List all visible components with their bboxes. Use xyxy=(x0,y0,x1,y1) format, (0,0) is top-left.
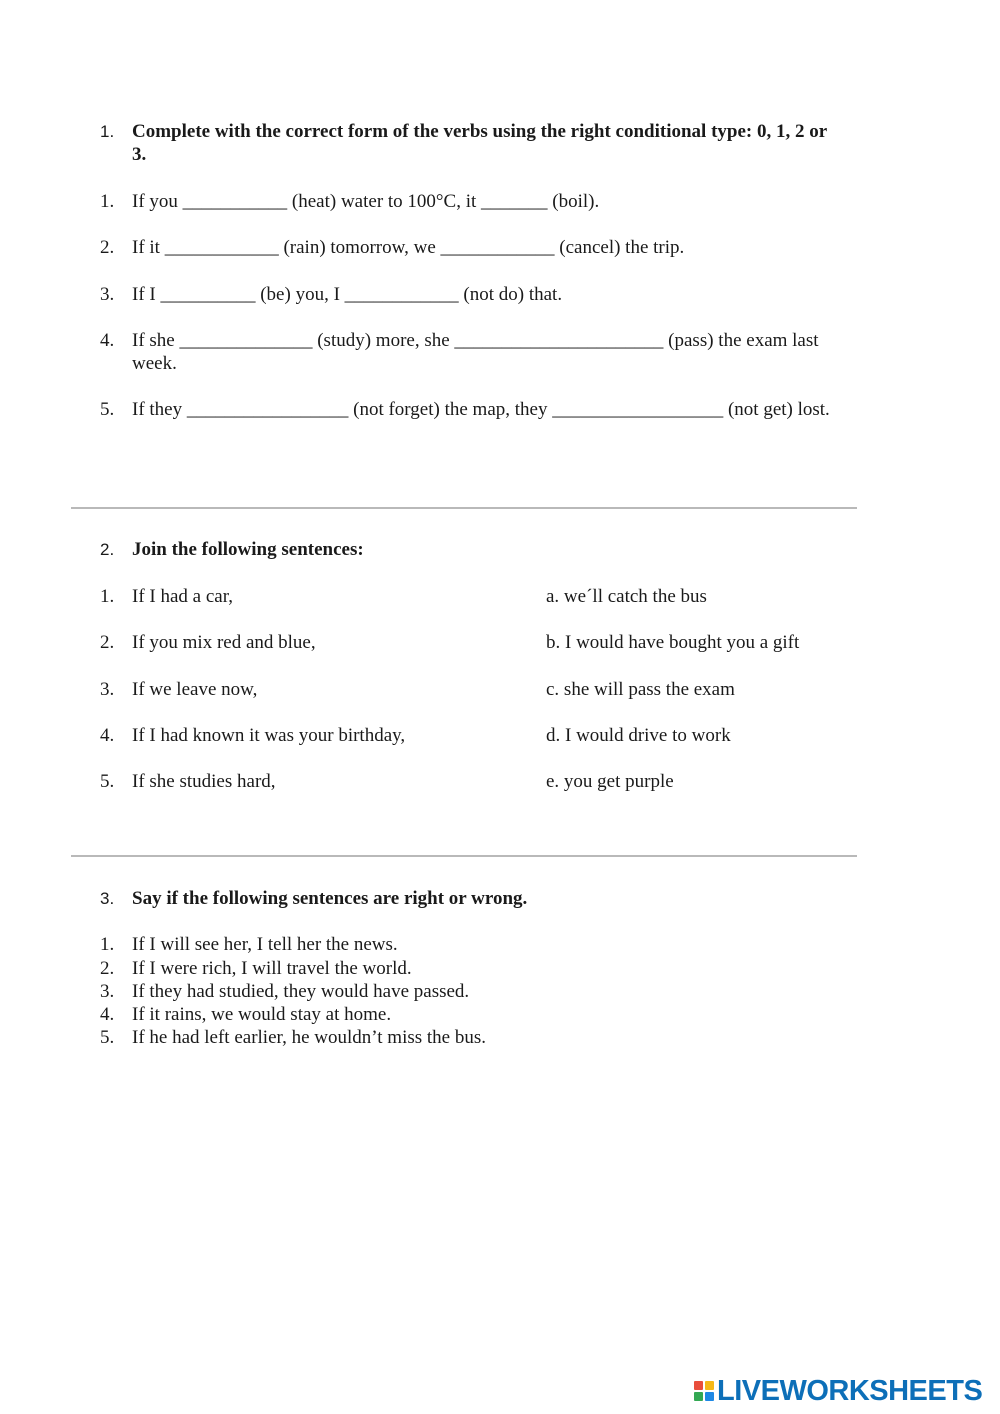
section-1-title: Complete with the correct form of the verbs using the right conditional type: 0, 1, 2 or 3. xyxy=(132,121,827,165)
item-text: If I had a car, xyxy=(132,586,234,607)
item-number: 4. xyxy=(100,725,115,746)
item-number: 3. xyxy=(100,284,115,305)
section-divider xyxy=(71,507,857,509)
item-text: If she ______________ (study) more, she ______________________ (pass) the exam last week. xyxy=(132,330,819,374)
item-number: 4. xyxy=(100,330,115,351)
match-right-item: d. I would drive to work xyxy=(546,725,731,746)
item-text: If you ___________ (heat) water to 100°C, it _______ (boil). xyxy=(132,191,600,212)
item-text: If it rains, we would stay at home. xyxy=(132,1004,392,1025)
item-text: If it ____________ (rain) tomorrow, we ____________ (cancel) the trip. xyxy=(132,237,685,258)
item-text: If she studies hard, xyxy=(132,771,276,792)
logo-mark-tile xyxy=(705,1381,714,1390)
section-1-number: 1. xyxy=(100,122,115,141)
logo-text: LIVEWORKSHEETS xyxy=(717,1374,983,1407)
logo-mark-icon xyxy=(694,1381,714,1401)
item-number: 1. xyxy=(100,191,115,212)
match-right-item: e. you get purple xyxy=(546,771,674,792)
section-3-title: Say if the following sentences are right or wrong. xyxy=(132,888,528,909)
item-number: 5. xyxy=(100,399,115,420)
logo-mark-tile xyxy=(694,1381,703,1390)
match-right-item: b. I would have bought you a gift xyxy=(546,632,800,653)
section-divider xyxy=(71,855,857,857)
liveworksheets-logo[interactable] xyxy=(694,1376,982,1406)
section-3-number: 3. xyxy=(100,889,115,908)
item-text: If I __________ (be) you, I ____________ (not do) that. xyxy=(132,284,563,305)
logo-mark-tile xyxy=(705,1392,714,1401)
item-number: 3. xyxy=(100,981,115,1002)
item-text: If I were rich, I will travel the world. xyxy=(132,958,412,979)
item-text: If you mix red and blue, xyxy=(132,632,316,653)
item-number: 5. xyxy=(100,1027,115,1048)
item-text: If they _________________ (not forget) the map, they __________________ (not get) lost. xyxy=(132,399,830,420)
item-text: If I had known it was your birthday, xyxy=(132,725,406,746)
item-number: 1. xyxy=(100,934,115,955)
item-number: 4. xyxy=(100,1004,115,1025)
item-text: If I will see her, I tell her the news. xyxy=(132,934,398,955)
item-number: 2. xyxy=(100,632,115,653)
item-text: If we leave now, xyxy=(132,679,258,700)
item-number: 5. xyxy=(100,771,115,792)
item-text: If they had studied, they would have passed. xyxy=(132,981,470,1002)
match-right-item: a. we´ll catch the bus xyxy=(546,586,707,607)
section-2-number: 2. xyxy=(100,540,115,559)
item-number: 2. xyxy=(100,958,115,979)
item-number: 1. xyxy=(100,586,115,607)
section-2-title: Join the following sentences: xyxy=(132,539,364,560)
item-text: If he had left earlier, he wouldn’t miss the bus. xyxy=(132,1027,486,1048)
item-number: 2. xyxy=(100,237,115,258)
match-right-item: c. she will pass the exam xyxy=(546,679,735,700)
item-number: 3. xyxy=(100,679,115,700)
logo-mark-tile xyxy=(694,1392,703,1401)
